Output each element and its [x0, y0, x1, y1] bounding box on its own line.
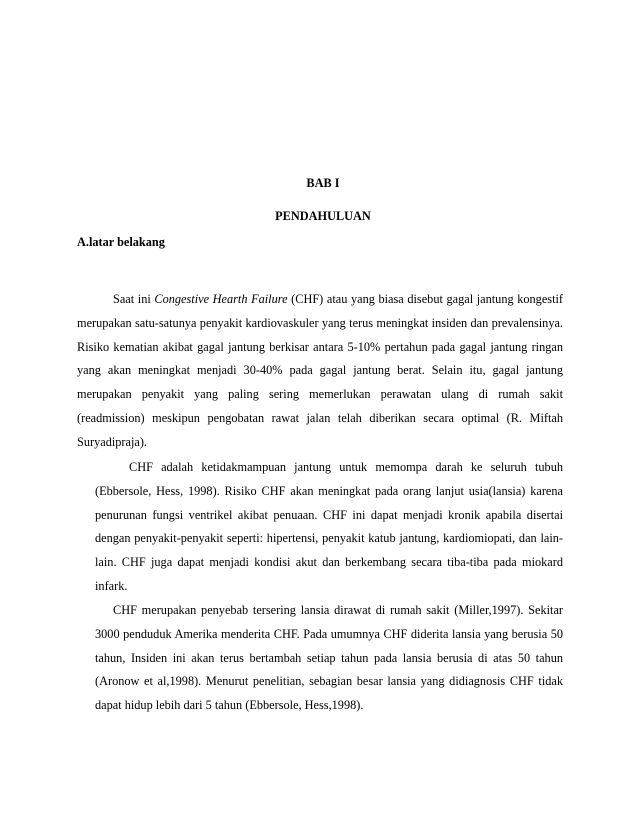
- paragraph-text: CHF adalah ketidakmampuan jantung untuk memompa darah ke seluruh tubuh (Ebbersole, Hess, 1998). Risiko CHF akan meningkat pada orang lanjut usia(lansia) karena penurunan fungsi ventrikel akibat penuaan. CHF ini dapat menjadi kronik apabila disertai dengan penyakit-penyakit seperti: hipertensi, penyakit katub jantung, kardiomiopati, dan lain-lain. CHF juga dapat menjadi kondisi akut dan berkembang secara tiba-tiba pada miokard infark.: [95, 460, 563, 593]
- paragraph-chf-definition: [95, 456, 563, 599]
- paragraph-italic-term: Congestive Hearth Failure: [154, 292, 288, 306]
- chapter-heading: [0, 175, 638, 224]
- chapter-title: PENDAHULUAN: [275, 209, 371, 223]
- paragraph-text-rest: (CHF) atau yang biasa disebut gagal jantung kongestif merupakan satu-satunya penyakit kardiovaskuler yang terus meningkat insiden dan prevalensinya. Risiko kematian akibat gagal jantung berkisar antara 5-10% pertahun pada gagal jantung ringan yang akan meningkat menjadi 30-40% pada gagal jantung berat. Selain itu, gagal jantung merupakan penyakit yang paling sering memerlukan perawatan ulang di rumah sakit (readmission) meskipun pengobatan rawat jalan telah diberikan secara optimal (R. Miftah Suryadipraja).: [77, 292, 563, 449]
- paragraph-background: [77, 288, 563, 455]
- paragraph-chf-elderly: [95, 599, 563, 718]
- paragraph-text: CHF merupakan penyebab tersering lansia dirawat di rumah sakit (Miller,1997). Sekitar 3000 penduduk Amerika menderita CHF. Pada umumnya CHF diderita lansia yang berusia 50 tahun, Insiden ini akan terus bertambah setiap tahun pada lansia berusia di atas 50 tahun (Aronow et al,1998). Menurut penelitian, sebagian besar lansia yang didiagnosis CHF tidak dapat hidup lebih dari 5 tahun (Ebbersole, Hess,1998).: [95, 603, 563, 713]
- chapter-number: BAB I: [306, 176, 340, 190]
- paragraph-text-start: Saat ini: [113, 292, 155, 306]
- section-heading: A.latar belakang: [77, 235, 165, 249]
